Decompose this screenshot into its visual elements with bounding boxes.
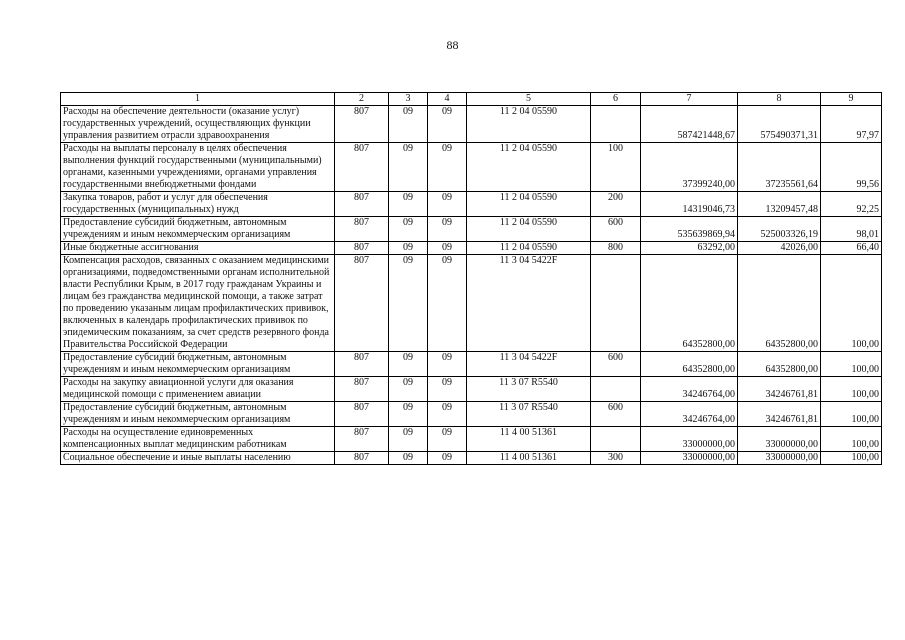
row-code-2: 807	[335, 255, 389, 352]
row-name: Предоставление субсидий бюджетным, автономным учреждениям и иным некоммерческим организациям	[61, 352, 335, 377]
row-code-4: 09	[428, 143, 467, 192]
row-amount-7: 64352800,00	[641, 352, 738, 377]
row-code-2: 807	[335, 242, 389, 255]
row-name: Предоставление субсидий бюджетным, автономным учреждениям и иным некоммерческим организациям	[61, 217, 335, 242]
row-percent-9: 100,00	[821, 402, 882, 427]
table-row	[61, 452, 882, 465]
row-code-4: 09	[428, 427, 467, 452]
row-code-5: 11 4 00 51361	[467, 452, 591, 465]
row-code-3: 09	[389, 402, 428, 427]
row-name: Социальное обеспечение и иные выплаты населению	[61, 452, 335, 465]
row-percent-9: 66,40	[821, 242, 882, 255]
row-amount-8: 64352800,00	[738, 255, 821, 352]
row-code-2: 807	[335, 106, 389, 143]
row-percent-9: 99,56	[821, 143, 882, 192]
row-code-3: 09	[389, 377, 428, 402]
row-name: Закупка товаров, работ и услуг для обеспечения государственных (муниципальных) нужд	[61, 192, 335, 217]
row-amount-7: 64352800,00	[641, 255, 738, 352]
row-code-2: 807	[335, 352, 389, 377]
row-percent-9: 100,00	[821, 352, 882, 377]
row-code-6	[591, 377, 641, 402]
row-code-6: 100	[591, 143, 641, 192]
row-code-4: 09	[428, 217, 467, 242]
row-code-4: 09	[428, 452, 467, 465]
row-code-5: 11 2 04 05590	[467, 143, 591, 192]
row-code-3: 09	[389, 427, 428, 452]
row-amount-8: 42026,00	[738, 242, 821, 255]
row-code-4: 09	[428, 402, 467, 427]
row-code-2: 807	[335, 217, 389, 242]
row-code-2: 807	[335, 402, 389, 427]
row-amount-7: 37399240,00	[641, 143, 738, 192]
row-amount-7: 34246764,00	[641, 377, 738, 402]
row-percent-9: 97,97	[821, 106, 882, 143]
row-code-6: 600	[591, 217, 641, 242]
row-amount-8: 34246761,81	[738, 377, 821, 402]
row-amount-7: 14319046,73	[641, 192, 738, 217]
row-code-6	[591, 255, 641, 352]
row-code-6: 600	[591, 352, 641, 377]
row-code-4: 09	[428, 106, 467, 143]
column-header: 1	[61, 93, 335, 106]
row-amount-8: 64352800,00	[738, 352, 821, 377]
row-code-4: 09	[428, 192, 467, 217]
row-code-2: 807	[335, 377, 389, 402]
row-code-5: 11 2 04 05590	[467, 106, 591, 143]
row-code-6: 600	[591, 402, 641, 427]
column-header: 3	[389, 93, 428, 106]
row-amount-7: 587421448,67	[641, 106, 738, 143]
row-amount-8: 33000000,00	[738, 452, 821, 465]
row-amount-7: 34246764,00	[641, 402, 738, 427]
row-code-2: 807	[335, 427, 389, 452]
row-code-2: 807	[335, 192, 389, 217]
row-name: Расходы на осуществление единовременных компенсационных выплат медицинским работникам	[61, 427, 335, 452]
row-amount-7: 535639869,94	[641, 217, 738, 242]
row-code-5: 11 3 04 5422F	[467, 255, 591, 352]
row-code-2: 807	[335, 143, 389, 192]
row-amount-7: 33000000,00	[641, 452, 738, 465]
row-code-3: 09	[389, 217, 428, 242]
row-amount-7: 33000000,00	[641, 427, 738, 452]
row-code-6: 300	[591, 452, 641, 465]
page-number: 88	[446, 38, 459, 52]
row-name: Предоставление субсидий бюджетным, автономным учреждениям и иным некоммерческим организациям	[61, 402, 335, 427]
row-code-3: 09	[389, 192, 428, 217]
row-code-3: 09	[389, 452, 428, 465]
row-name: Компенсация расходов, связанных с оказанием медицинскими организациями, подведомственными органам исполнительной власти Республики Крым, в 2017 году гражданам Украины и лицам без гражданства медицинской помощи, а также затрат по проведению указаным лицам профилактических прививок, включенных в календарь профилактических прививок по эпидемическим показаниям, за счет средств резервного фонда Правительства Российской Федерации	[61, 255, 335, 352]
row-percent-9: 100,00	[821, 452, 882, 465]
row-percent-9: 92,25	[821, 192, 882, 217]
row-code-5: 11 3 07 R5540	[467, 377, 591, 402]
row-amount-8: 13209457,48	[738, 192, 821, 217]
column-header: 4	[428, 93, 467, 106]
row-code-5: 11 4 00 51361	[467, 427, 591, 452]
budget-table	[60, 92, 882, 465]
row-code-4: 09	[428, 242, 467, 255]
row-name: Расходы на закупку авиационной услуги для оказания медицинской помощи с применением авиации	[61, 377, 335, 402]
row-percent-9: 100,00	[821, 255, 882, 352]
table-header-row	[61, 93, 882, 106]
row-code-3: 09	[389, 143, 428, 192]
row-code-5: 11 2 04 05590	[467, 242, 591, 255]
table-row	[61, 255, 882, 352]
row-amount-8: 33000000,00	[738, 427, 821, 452]
row-code-5: 11 3 04 5422F	[467, 352, 591, 377]
row-amount-8: 34246761,81	[738, 402, 821, 427]
row-code-6: 200	[591, 192, 641, 217]
table-row	[61, 106, 882, 143]
row-amount-7: 63292,00	[641, 242, 738, 255]
row-code-4: 09	[428, 255, 467, 352]
column-header: 2	[335, 93, 389, 106]
row-code-4: 09	[428, 377, 467, 402]
row-name: Расходы на обеспечение деятельности (оказание услуг) государственных учреждений, осуществляющих функции управления развитием отрасли здравоохранения	[61, 106, 335, 143]
row-code-5: 11 2 04 05590	[467, 217, 591, 242]
row-amount-8: 575490371,31	[738, 106, 821, 143]
row-percent-9: 100,00	[821, 427, 882, 452]
table-row	[61, 242, 882, 255]
row-code-3: 09	[389, 242, 428, 255]
table-row	[61, 192, 882, 217]
row-code-4: 09	[428, 352, 467, 377]
row-code-6	[591, 106, 641, 143]
row-code-3: 09	[389, 352, 428, 377]
column-header: 7	[641, 93, 738, 106]
table-row	[61, 402, 882, 427]
row-code-3: 09	[389, 255, 428, 352]
row-amount-8: 525003326,19	[738, 217, 821, 242]
table-row	[61, 352, 882, 377]
table-row	[61, 217, 882, 242]
column-header: 9	[821, 93, 882, 106]
row-code-6	[591, 427, 641, 452]
column-header: 8	[738, 93, 821, 106]
column-header: 5	[467, 93, 591, 106]
row-name: Расходы на выплаты персоналу в целях обеспечения выполнения функций государственными (муниципальными) органами, казенными учреждениями, органами управления государственными внебюджетными фондами	[61, 143, 335, 192]
table-row	[61, 377, 882, 402]
row-percent-9: 98,01	[821, 217, 882, 242]
row-amount-8: 37235561,64	[738, 143, 821, 192]
row-code-5: 11 2 04 05590	[467, 192, 591, 217]
column-header: 6	[591, 93, 641, 106]
table-row	[61, 143, 882, 192]
row-code-6: 800	[591, 242, 641, 255]
row-code-2: 807	[335, 452, 389, 465]
table-row	[61, 427, 882, 452]
row-code-5: 11 3 07 R5540	[467, 402, 591, 427]
row-percent-9: 100,00	[821, 377, 882, 402]
row-name: Иные бюджетные ассигнования	[61, 242, 335, 255]
row-code-3: 09	[389, 106, 428, 143]
